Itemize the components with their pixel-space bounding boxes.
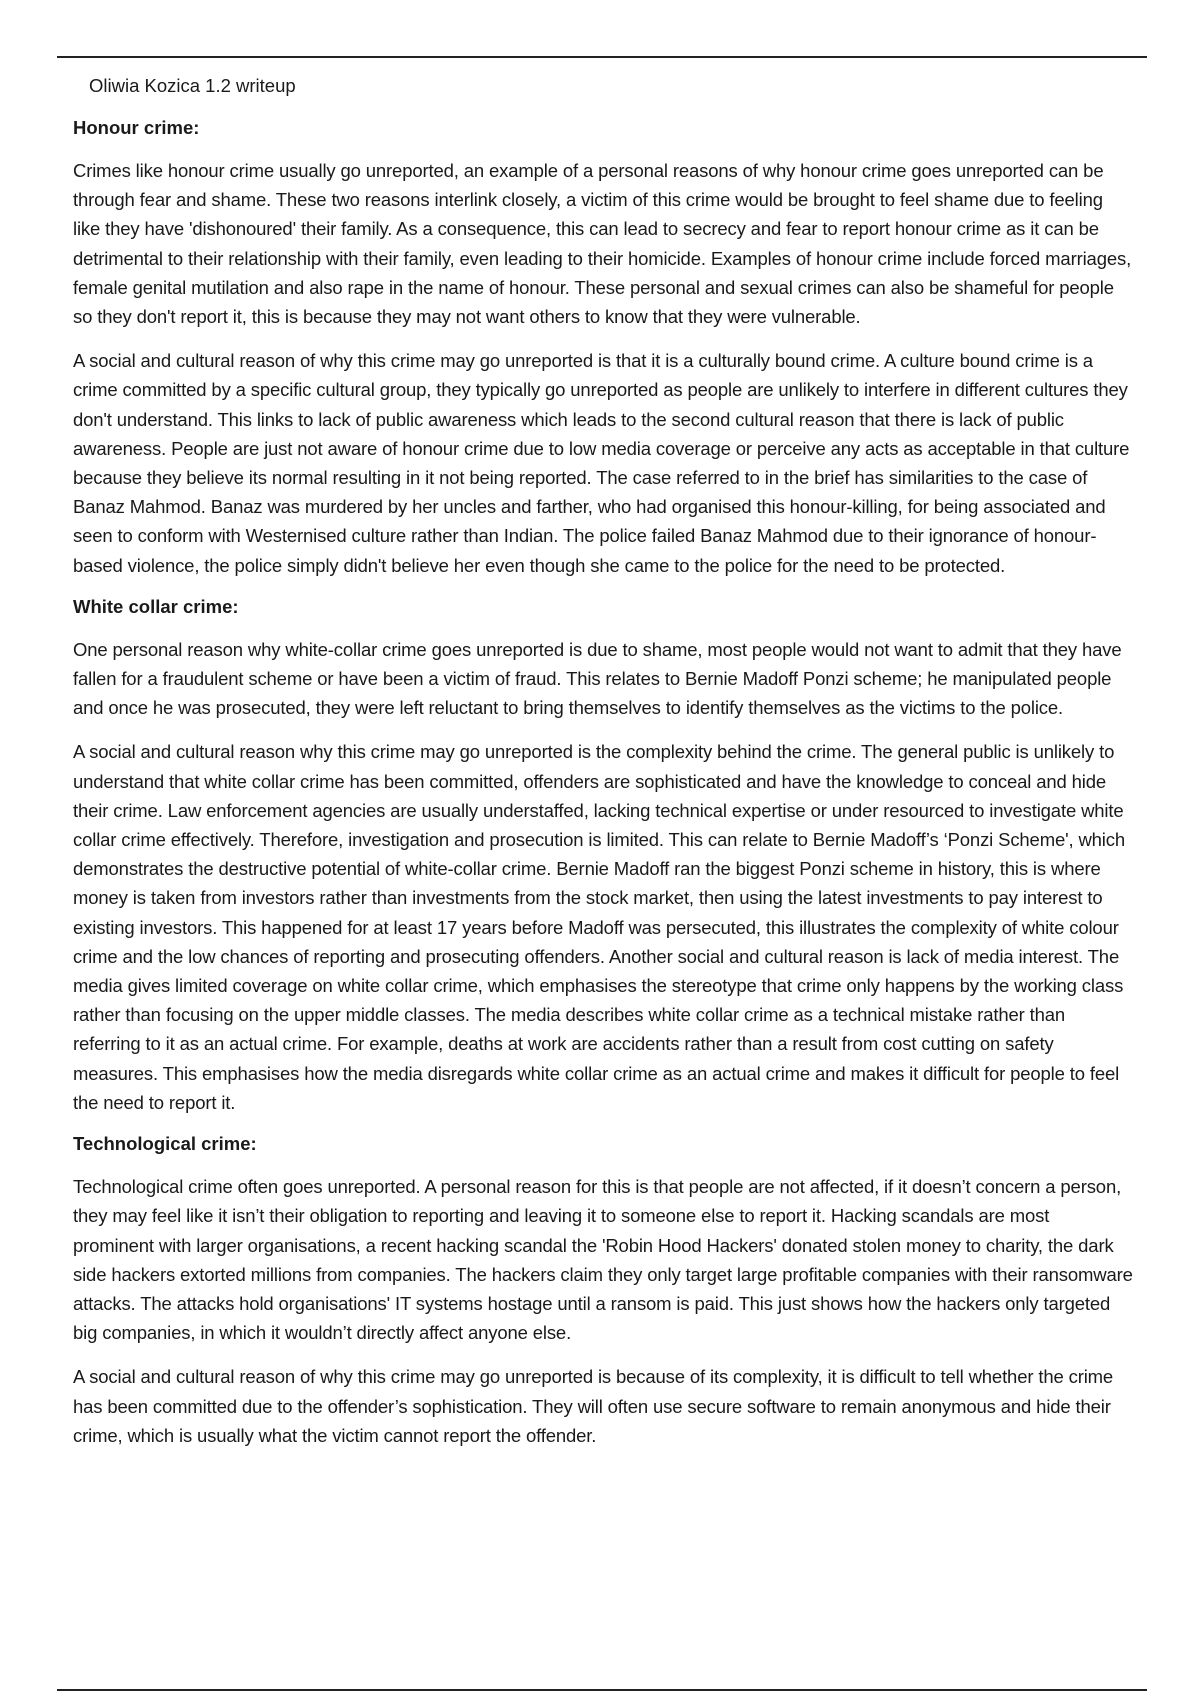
section-white-collar-crime (73, 595, 1133, 1117)
paragraph: A social and cultural reason why this crime may go unreported is the complexity behind the crime. The general public is unlikely to understand that white collar crime has been committed, offenders are sophisticated and have the knowledge to conceal and hide their crime. Law enforcement agencies are usually understaffed, lacking technical expertise or under resourced to investigate white collar crime effectively. Therefore, investigation and prosecution is limited. This can relate to Bernie Madoff’s ‘Ponzi Scheme', which demonstrates the destructive potential of white-collar crime. Bernie Madoff ran the biggest Ponzi scheme in history, this is where money is taken from investors rather than investments from the stock market, then using the latest investments to pay interest to existing investors. This happened for at least 17 years before Madoff was persecuted, this illustrates the complexity of white colour crime and the low chances of reporting and prosecuting offenders. Another social and cultural reason is lack of media interest. The media gives limited coverage on white collar crime, which emphasises the stereotype that crime only happens by the working class rather than focusing on the upper middle classes. The media describes white collar crime as a technical mistake rather than referring to it as an actual crime. For example, deaths at work are accidents rather than a result from cost cutting on safety measures. This emphasises how the media disregards white collar crime as an actual crime and makes it difficult for people to feel the need to report it. (73, 741, 1126, 1113)
top-rule (57, 56, 1147, 58)
paragraph: Technological crime often goes unreported. A personal reason for this is that people are not affected, if it doesn’t concern a person, they may feel like it isn’t their obligation to reporting and leaving it to someone else to report it. Hacking scandals are most prominent with larger organisations, a recent hacking scandal the 'Robin Hood Hackers' donated stolen money to charity, the dark side hackers extorted millions from companies. The hackers claim they only target large profitable companies with their ransomware attacks. The attacks hold organisations' IT systems hostage until a ransom is paid. This just shows how the hackers only targeted big companies, in which it wouldn’t directly affect anyone else. (73, 1176, 1133, 1344)
document-page (73, 74, 1133, 1465)
section-honour-crime (73, 116, 1133, 580)
paragraph: One personal reason why white-collar crime goes unreported is due to shame, most people would not want to admit that they have fallen for a fraudulent scheme or have been a victim of fraud. This relates to Bernie Madoff Ponzi scheme; he manipulated people and once he was prosecuted, they were left reluctant to bring themselves to identify themselves as the victims to the police. (73, 638, 1122, 719)
paragraph: A social and cultural reason of why this crime may go unreported is because of its complexity, it is difficult to tell whether the crime has been committed due to the offender’s sophistication. They will often use secure software to remain anonymous and hide their crime, which is usually what the victim cannot report the offender. (73, 1366, 1114, 1446)
section-heading: Technological crime: (73, 1133, 257, 1155)
paragraph: Crimes like honour crime usually go unreported, an example of a personal reasons of why honour crime goes unreported can be through fear and shame. These two reasons interlink closely, a victim of this crime would be brought to feel shame due to feeling like they have 'dishonoured' their family. As a consequence, this can lead to secrecy and fear to report honour crime as it can be detrimental to their relationship with their family, even leading to their homicide. Examples of honour crime include forced marriages, female genital mutilation and also rape in the name of honour. These personal and sexual crimes can also be shameful for people so they don't report it, this is because they may not want others to know that they were vulnerable. (73, 160, 1132, 328)
section-technological-crime (73, 1132, 1133, 1450)
paragraph: A social and cultural reason of why this crime may go unreported is that it is a culturally bound crime. A culture bound crime is a crime committed by a specific cultural group, they typically go unreported as people are unlikely to interfere in different cultures they don't understand. This links to lack of public awareness which leads to the second cultural reason that there is lack of public awareness. People are just not aware of honour crime due to low media coverage or perceive any acts as acceptable in that culture because they believe its normal resulting in it not being reported. The case referred to in the brief has similarities to the case of Banaz Mahmod. Banaz was murdered by her uncles and farther, who had organised this honour-killing, for being associated and seen to conform with Westernised culture rather than Indian. The police failed Banaz Mahmod due to their ignorance of honour-based violence, the police simply didn't believe her even though she came to the police for the need to be protected. (73, 350, 1130, 576)
section-heading: Honour crime: (73, 117, 200, 138)
section-heading: White collar crime: (73, 595, 239, 617)
document-header: Oliwia Kozica 1.2 writeup (89, 75, 296, 96)
bottom-rule (57, 1689, 1147, 1691)
